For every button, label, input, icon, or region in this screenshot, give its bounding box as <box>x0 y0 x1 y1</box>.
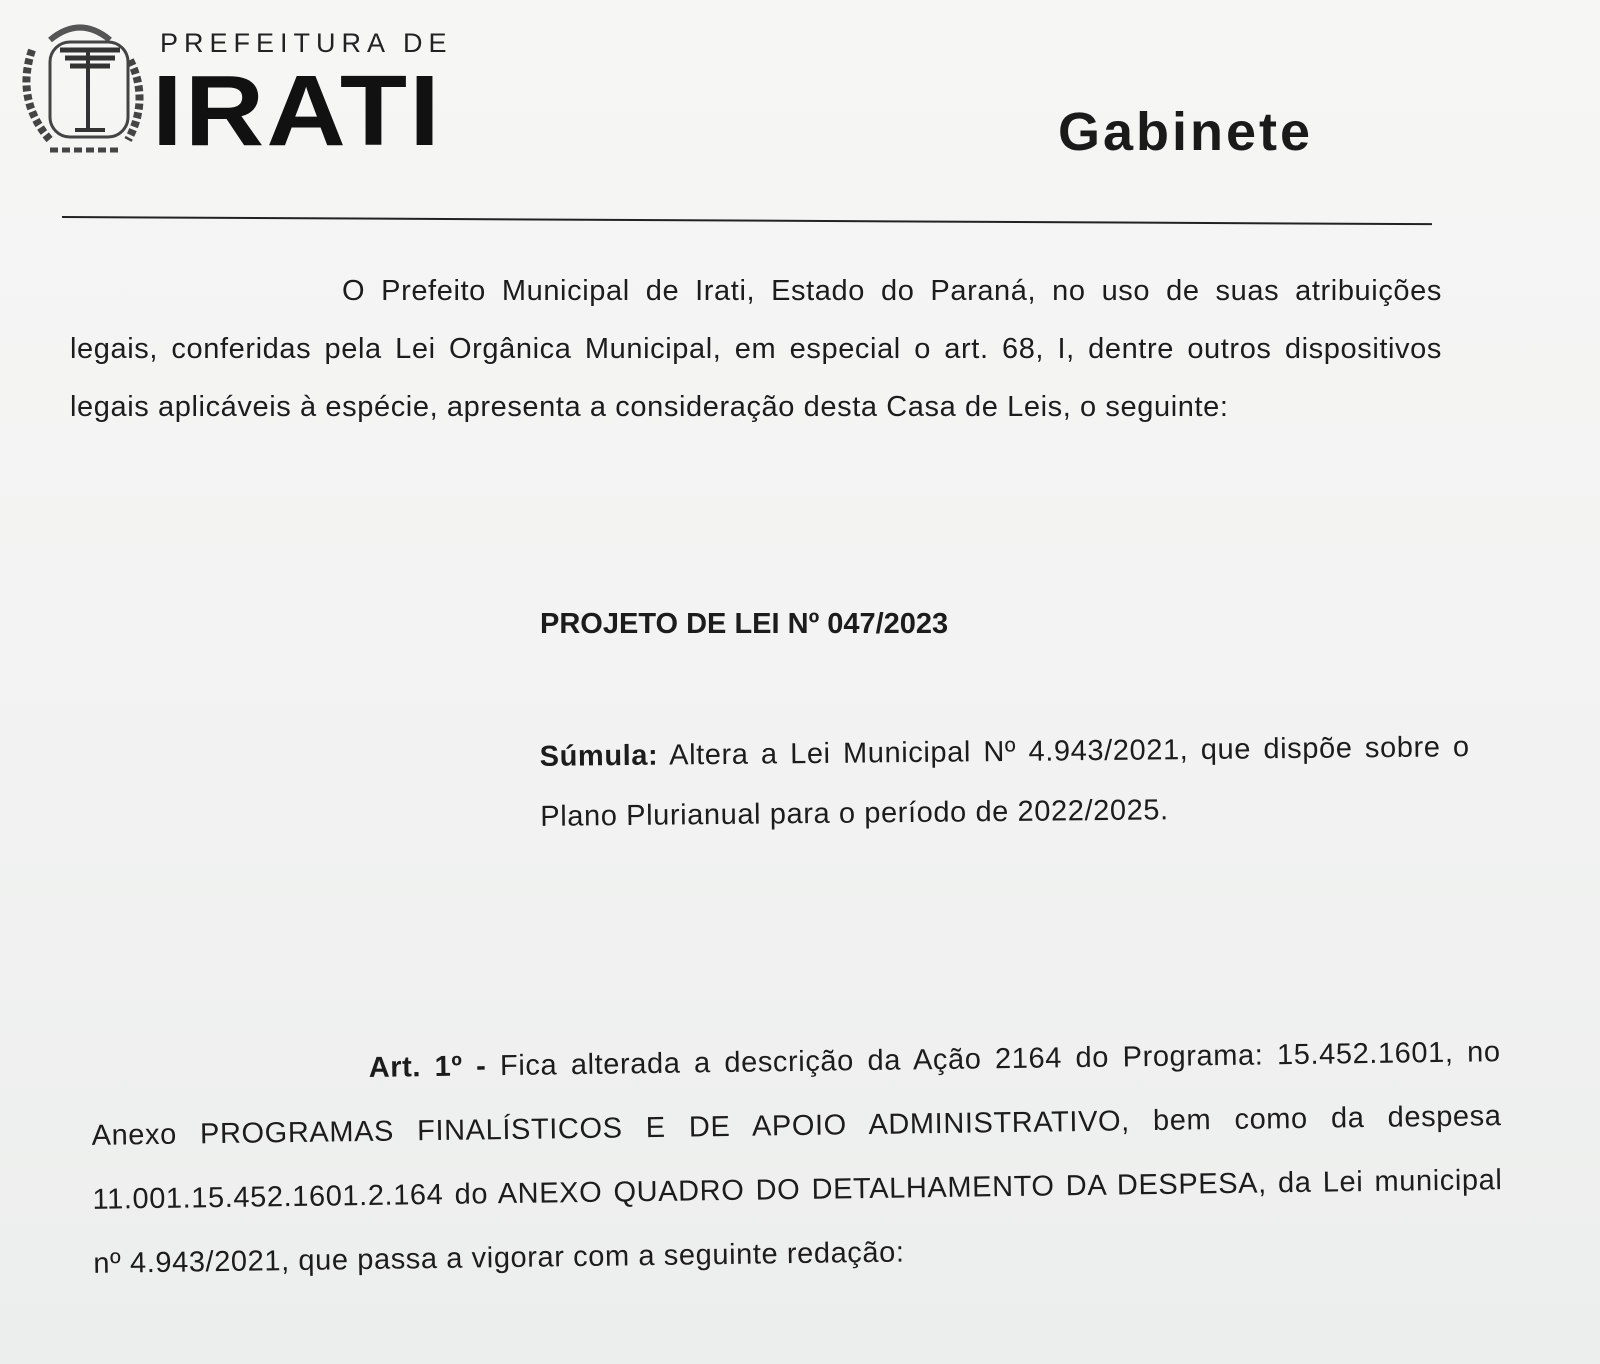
bill-title: PROJETO DE LEI Nº 047/2023 <box>540 608 949 640</box>
sumula-label: Súmula: <box>539 739 659 773</box>
coat-of-arms-logo <box>10 10 150 160</box>
department-title: Gabinete <box>1058 102 1314 162</box>
logo-name: IRATI <box>152 55 443 167</box>
article-1-paragraph <box>90 1020 1503 1296</box>
sumula-paragraph <box>539 717 1470 847</box>
article-1-text: Fica alterada a descrição da Ação 2164 do Programa: 15.452.1601, no Anexo PROGRAMAS FINALÍSTICOS E DE APOIO ADMINISTRATIVO, bem como da despesa 11.001.15.452.1601.2.164 do ANEXO QUADRO DO DETALHAMENTO DA DESPESA, da Lei municipal nº 4.943/2021, que passa a vigorar com a seguinte redação: <box>91 1036 1503 1280</box>
intro-paragraph: O Prefeito Municipal de Irati, Estado do Paraná, no uso de suas atribuições legais, conferidas pela Lei Orgânica Municipal, em especial o art. 68, I, dentre outros dispositivos legais aplicáveis à espécie, apresenta a consideração desta Casa de Leis, o seguinte: <box>70 275 1442 423</box>
header-divider <box>62 216 1432 225</box>
logo-prefix: PREFEITURA DE <box>160 28 453 58</box>
article-1-label: Art. 1º - <box>368 1050 501 1084</box>
sumula-text: Altera a Lei Municipal Nº 4.943/2021, que dispõe sobre o Plano Plurianual para o período de 2022/2025. <box>540 731 1470 833</box>
